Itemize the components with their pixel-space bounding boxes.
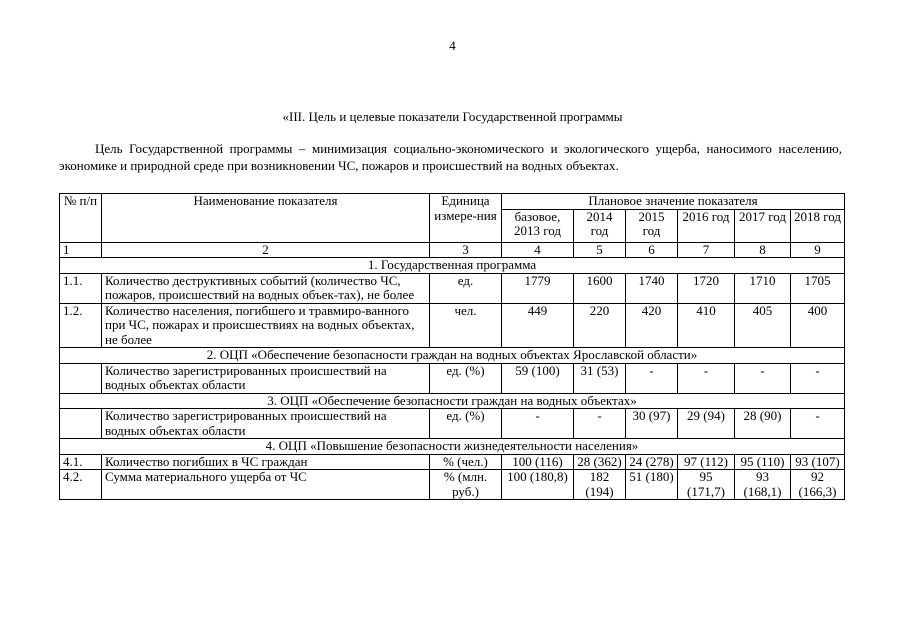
table-row bbox=[60, 363, 845, 393]
intro-text: Цель Государственной программы – минимизация социально-экономического и экологического ущерба, наносимого населению, экономике и природной среде при возникновении ЧС, пожаров и происшествий на водных объектах. bbox=[59, 141, 842, 173]
planned-value: 24 (278) bbox=[626, 454, 678, 470]
planned-value: - bbox=[502, 409, 574, 439]
header-year: 2018 год bbox=[791, 209, 845, 242]
unit: ед. bbox=[430, 273, 502, 303]
unit: чел. bbox=[430, 303, 502, 348]
row-number bbox=[60, 409, 102, 439]
planned-value: 1710 bbox=[735, 273, 791, 303]
section-title: 4. ОЦП «Повышение безопасности жизнедеятельности населения» bbox=[60, 439, 845, 455]
section-title: 2. ОЦП «Обеспечение безопасности граждан на водных объектах Ярославской области» bbox=[60, 348, 845, 364]
row-number: 1.1. bbox=[60, 273, 102, 303]
column-number: 9 bbox=[791, 242, 845, 258]
column-number: 1 bbox=[60, 242, 102, 258]
planned-value: 29 (94) bbox=[678, 409, 735, 439]
indicator-name: Количество населения, погибшего и травмиро-ванного при ЧС, пожарах и происшествиях на водных объектах, не более bbox=[102, 303, 430, 348]
planned-value: - bbox=[678, 363, 735, 393]
column-number-row bbox=[60, 242, 845, 258]
row-number: 4.1. bbox=[60, 454, 102, 470]
planned-value: 97 (112) bbox=[678, 454, 735, 470]
planned-value: 100 (116) bbox=[502, 454, 574, 470]
indicator-name: Сумма материального ущерба от ЧС bbox=[102, 470, 430, 500]
section-row bbox=[60, 348, 845, 364]
section-row bbox=[60, 258, 845, 274]
planned-value: 1740 bbox=[626, 273, 678, 303]
column-number: 8 bbox=[735, 242, 791, 258]
planned-value: 28 (90) bbox=[735, 409, 791, 439]
table-row bbox=[60, 303, 845, 348]
column-number: 5 bbox=[574, 242, 626, 258]
header-number: № п/п bbox=[60, 194, 102, 243]
indicator-name: Количество зарегистрированных происшествий на водных объектах области bbox=[102, 409, 430, 439]
indicators-table bbox=[59, 193, 845, 500]
planned-value: - bbox=[735, 363, 791, 393]
unit: ед. (%) bbox=[430, 409, 502, 439]
header-planned-value: Плановое значение показателя bbox=[502, 194, 845, 210]
planned-value: 1779 bbox=[502, 273, 574, 303]
planned-value: 30 (97) bbox=[626, 409, 678, 439]
planned-value: 100 (180,8) bbox=[502, 470, 574, 500]
unit: ед. (%) bbox=[430, 363, 502, 393]
planned-value: 1705 bbox=[791, 273, 845, 303]
table-row bbox=[60, 470, 845, 500]
planned-value: 93 (168,1) bbox=[735, 470, 791, 500]
column-number: 2 bbox=[102, 242, 430, 258]
planned-value: 95 (171,7) bbox=[678, 470, 735, 500]
intro-paragraph bbox=[59, 140, 842, 174]
planned-value: 92 (166,3) bbox=[791, 470, 845, 500]
header-year: базовое, 2013 год bbox=[502, 209, 574, 242]
column-number: 4 bbox=[502, 242, 574, 258]
planned-value: - bbox=[791, 363, 845, 393]
planned-value: - bbox=[626, 363, 678, 393]
row-number bbox=[60, 363, 102, 393]
header-year: 2017 год bbox=[735, 209, 791, 242]
table-row bbox=[60, 454, 845, 470]
section-heading: «III. Цель и целевые показатели Государственной программы bbox=[282, 109, 623, 124]
table-row bbox=[60, 409, 845, 439]
table-row bbox=[60, 273, 845, 303]
planned-value: 93 (107) bbox=[791, 454, 845, 470]
header-year: 2015 год bbox=[626, 209, 678, 242]
section-title: 3. ОЦП «Обеспечение безопасности граждан на водных объектах» bbox=[60, 393, 845, 409]
indicator-name: Количество погибших в ЧС граждан bbox=[102, 454, 430, 470]
section-row bbox=[60, 439, 845, 455]
indicator-name: Количество деструктивных событий (количество ЧС, пожаров, происшествий на водных объек-тах), не более bbox=[102, 273, 430, 303]
planned-value: 405 bbox=[735, 303, 791, 348]
column-number: 6 bbox=[626, 242, 678, 258]
planned-value: 1720 bbox=[678, 273, 735, 303]
page-number: 4 bbox=[449, 38, 456, 53]
planned-value: 410 bbox=[678, 303, 735, 348]
indicator-name: Количество зарегистрированных происшествий на водных объектах области bbox=[102, 363, 430, 393]
planned-value: 400 bbox=[791, 303, 845, 348]
section-title: 1. Государственная программа bbox=[60, 258, 845, 274]
unit: % (чел.) bbox=[430, 454, 502, 470]
planned-value: 95 (110) bbox=[735, 454, 791, 470]
planned-value: 1600 bbox=[574, 273, 626, 303]
planned-value: 51 (180) bbox=[626, 470, 678, 500]
column-number: 3 bbox=[430, 242, 502, 258]
planned-value: 28 (362) bbox=[574, 454, 626, 470]
planned-value: 420 bbox=[626, 303, 678, 348]
header-row bbox=[60, 194, 845, 210]
unit: % (млн. руб.) bbox=[430, 470, 502, 500]
planned-value: 449 bbox=[502, 303, 574, 348]
header-year: 2014 год bbox=[574, 209, 626, 242]
column-number: 7 bbox=[678, 242, 735, 258]
section-row bbox=[60, 393, 845, 409]
planned-value: 182 (194) bbox=[574, 470, 626, 500]
row-number: 1.2. bbox=[60, 303, 102, 348]
header-unit: Единица измере-ния bbox=[430, 194, 502, 243]
header-indicator-name: Наименование показателя bbox=[102, 194, 430, 243]
planned-value: - bbox=[574, 409, 626, 439]
planned-value: 59 (100) bbox=[502, 363, 574, 393]
row-number: 4.2. bbox=[60, 470, 102, 500]
planned-value: 31 (53) bbox=[574, 363, 626, 393]
planned-value: 220 bbox=[574, 303, 626, 348]
header-year: 2016 год bbox=[678, 209, 735, 242]
planned-value: - bbox=[791, 409, 845, 439]
